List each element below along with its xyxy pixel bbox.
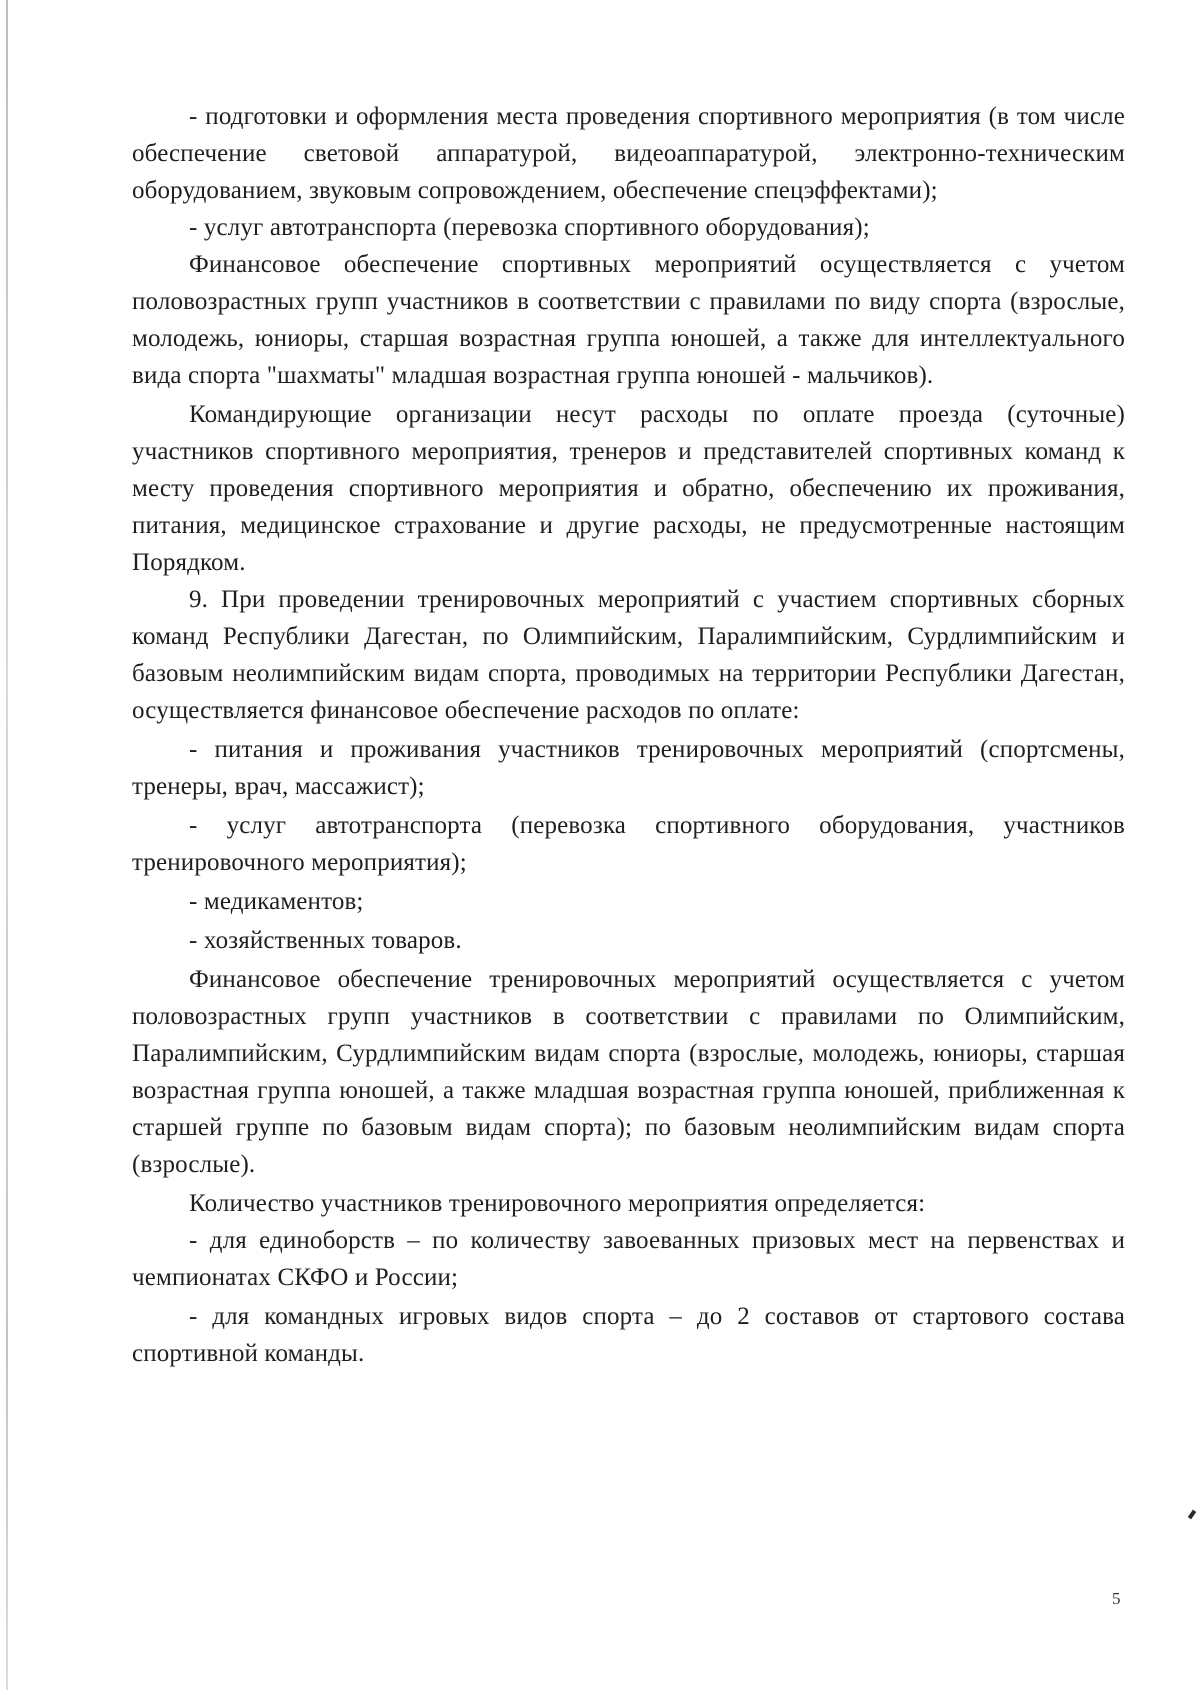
paragraph: - для единоборств – по количеству завоеванных призовых мест на первенствах и чемпионатах СКФО и России; xyxy=(132,1227,1125,1291)
paragraph: - подготовки и оформления места проведения спортивного мероприятия (в том числе обеспечение световой аппаратурой, видеоаппаратурой, электронно-техническим оборудованием, звуковым сопровождением, обеспечение спецэффектами); xyxy=(132,103,1125,204)
paragraph: Финансовое обеспечение тренировочных мероприятий осуществляется с учетом половозрастных групп участников в соответствии с правилами по Олимпийским, Паралимпийским, Сурдлимпийским видам спорта (взрослые, молодежь, юниоры, старшая возрастная группа юношей, а также младшая возрастная группа юношей, приближенная к старшей группе по базовым видам спорта); по базовым неолимпийским видам спорта (взрослые). xyxy=(132,966,1125,1178)
scan-left-edge xyxy=(6,0,8,1690)
paragraph: 9. При проведении тренировочных мероприятий с участием спортивных сборных команд Республики Дагестан, по Олимпийским, Паралимпийским, Сурдлимпийским и базовым неолимпийским видам спорта, проводимых на территории Республики Дагестан, осуществляется финансовое обеспечение расходов по оплате: xyxy=(132,586,1125,724)
scan-speck xyxy=(1188,1510,1196,1520)
paragraph: - медикаментов; xyxy=(189,888,364,915)
paragraph: Количество участников тренировочного мероприятия определяется: xyxy=(189,1190,926,1217)
page-number: 5 xyxy=(1112,1589,1121,1608)
paragraph: - услуг автотранспорта (перевозка спортивного оборудования, участников тренировочного мероприятия); xyxy=(132,812,1125,876)
paragraph: - для командных игровых видов спорта – до 2 составов от стартового состава спортивной команды. xyxy=(132,1303,1125,1367)
paragraph: Командирующие организации несут расходы по оплате проезда (суточные) участников спортивного мероприятия, тренеров и представителей спортивных команд к месту проведения спортивного мероприятия и обратно, обеспечению их проживания, питания, медицинское страхование и другие расходы, не предусмотренные настоящим Порядком. xyxy=(132,401,1125,576)
paragraph: - хозяйственных товаров. xyxy=(189,927,462,954)
paragraph: - питания и проживания участников тренировочных мероприятий (спортсмены, тренеры, врач, массажист); xyxy=(132,736,1125,800)
paragraph: Финансовое обеспечение спортивных мероприятий осуществляется с учетом половозрастных групп участников в соответствии с правилами по виду спорта (взрослые, молодежь, юниоры, старшая возрастная группа юношей, а также для интеллектуального вида спорта "шахматы" младшая возрастная группа юношей - мальчиков). xyxy=(132,251,1125,389)
document-body xyxy=(132,98,1125,1372)
paragraph: - услуг автотранспорта (перевозка спортивного оборудования); xyxy=(189,214,870,241)
